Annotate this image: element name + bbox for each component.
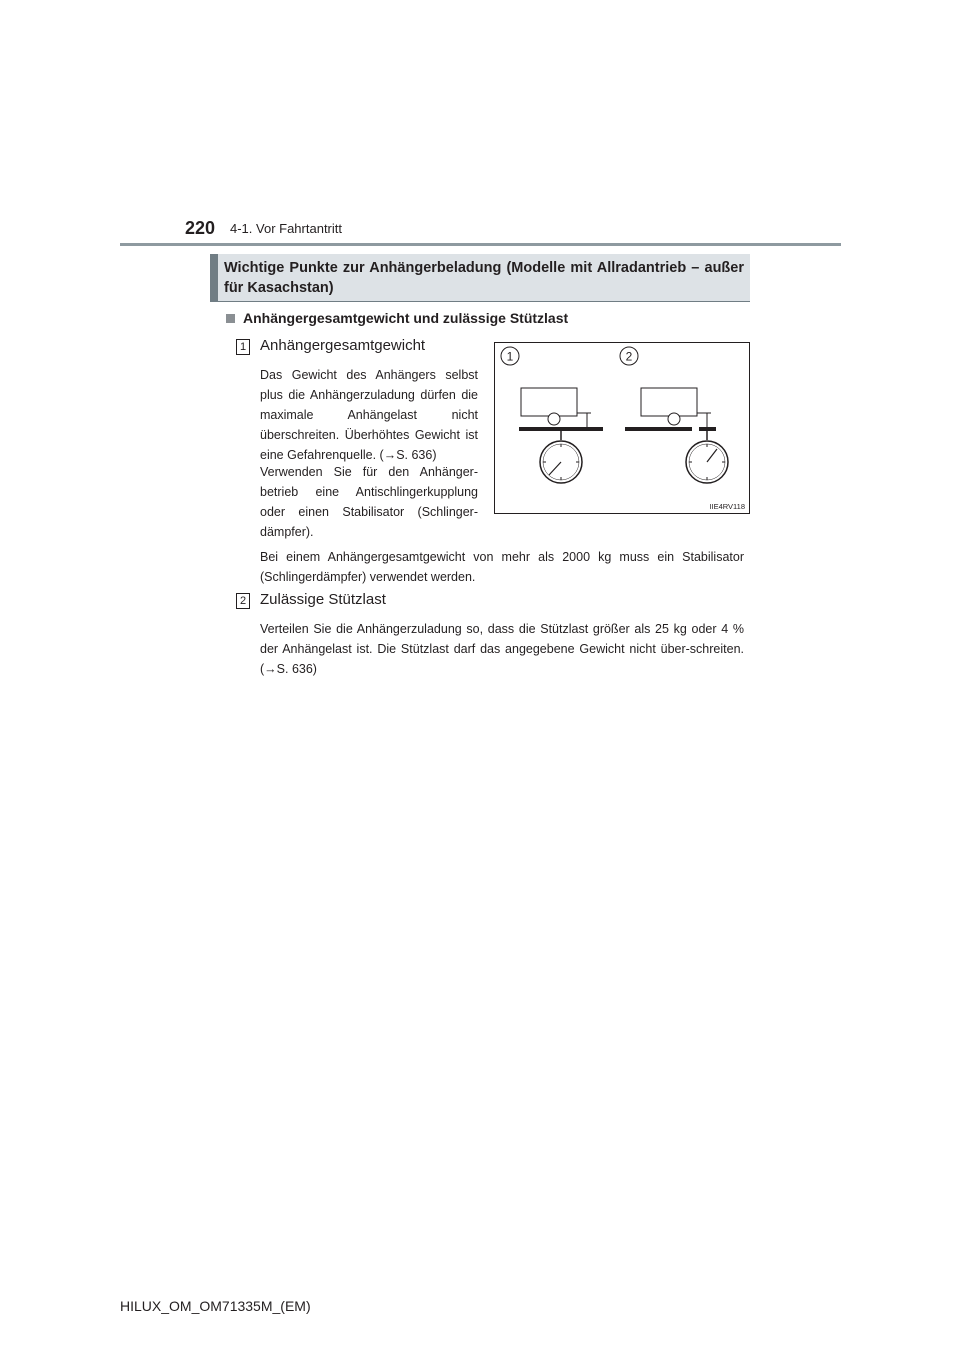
item-title-2: Zulässige Stützlast — [260, 591, 386, 608]
topic-box-underline — [210, 301, 750, 302]
item-number-2: 2 — [236, 593, 250, 609]
svg-text:1: 1 — [506, 349, 514, 364]
header-rule — [120, 243, 841, 246]
topic-box-accent-bar — [210, 254, 218, 301]
figure-label-1 — [501, 347, 519, 365]
topic-box-title: Wichtige Punkte zur Anhängerbeladung (Modelle mit Allradantrieb – außer für Kasachstan) — [224, 260, 744, 296]
section-title: 4-1. Vor Fahrtantritt — [230, 221, 342, 236]
svg-text:2: 2 — [625, 349, 633, 364]
paragraph: Bei einem Anhängergesamtgewicht von mehr als 2000 kg muss ein Stabilisator (Schlingerdämpfer) verwendet werden. — [260, 550, 744, 584]
paragraph: Verwenden Sie für den Anhänger-betrieb eine Antischlingerkupplung oder einen Stabilisator (Schlinger-dämpfer). — [260, 465, 478, 539]
figure-label-2 — [620, 347, 638, 365]
item-number-1: 1 — [236, 339, 250, 355]
trailer-scale-illustration — [495, 343, 749, 513]
scenario-total-weight — [519, 388, 603, 483]
subsection-marker-icon — [226, 314, 235, 323]
paragraph: Verteilen Sie die Anhängerzuladung so, dass die Stützlast größer als 25 kg oder 4 % der Anhängelast ist. Die Stützlast darf das angegebene Gewicht nicht über-schreiten. (→S. 636) — [260, 622, 744, 676]
scenario-tongue-weight — [625, 388, 728, 483]
page-number: 220 — [185, 218, 216, 238]
figure-code: IIE4RV118 — [709, 502, 745, 511]
subsection-title: Anhängergesamtgewicht und zulässige Stützlast — [243, 310, 569, 326]
paragraph: Das Gewicht des Anhängers selbst plus die Anhängerzuladung dürfen die maximale Anhängelast nicht überschreiten. Überhöhtes Gewicht ist eine Gefahrenquelle. (→S. 636) — [260, 368, 478, 462]
trailer-weight-figure — [494, 342, 750, 514]
item-title-1: Anhängergesamtgewicht — [260, 337, 426, 354]
footer-document-id: HILUX_OM_OM71335M_(EM) — [120, 1298, 311, 1314]
